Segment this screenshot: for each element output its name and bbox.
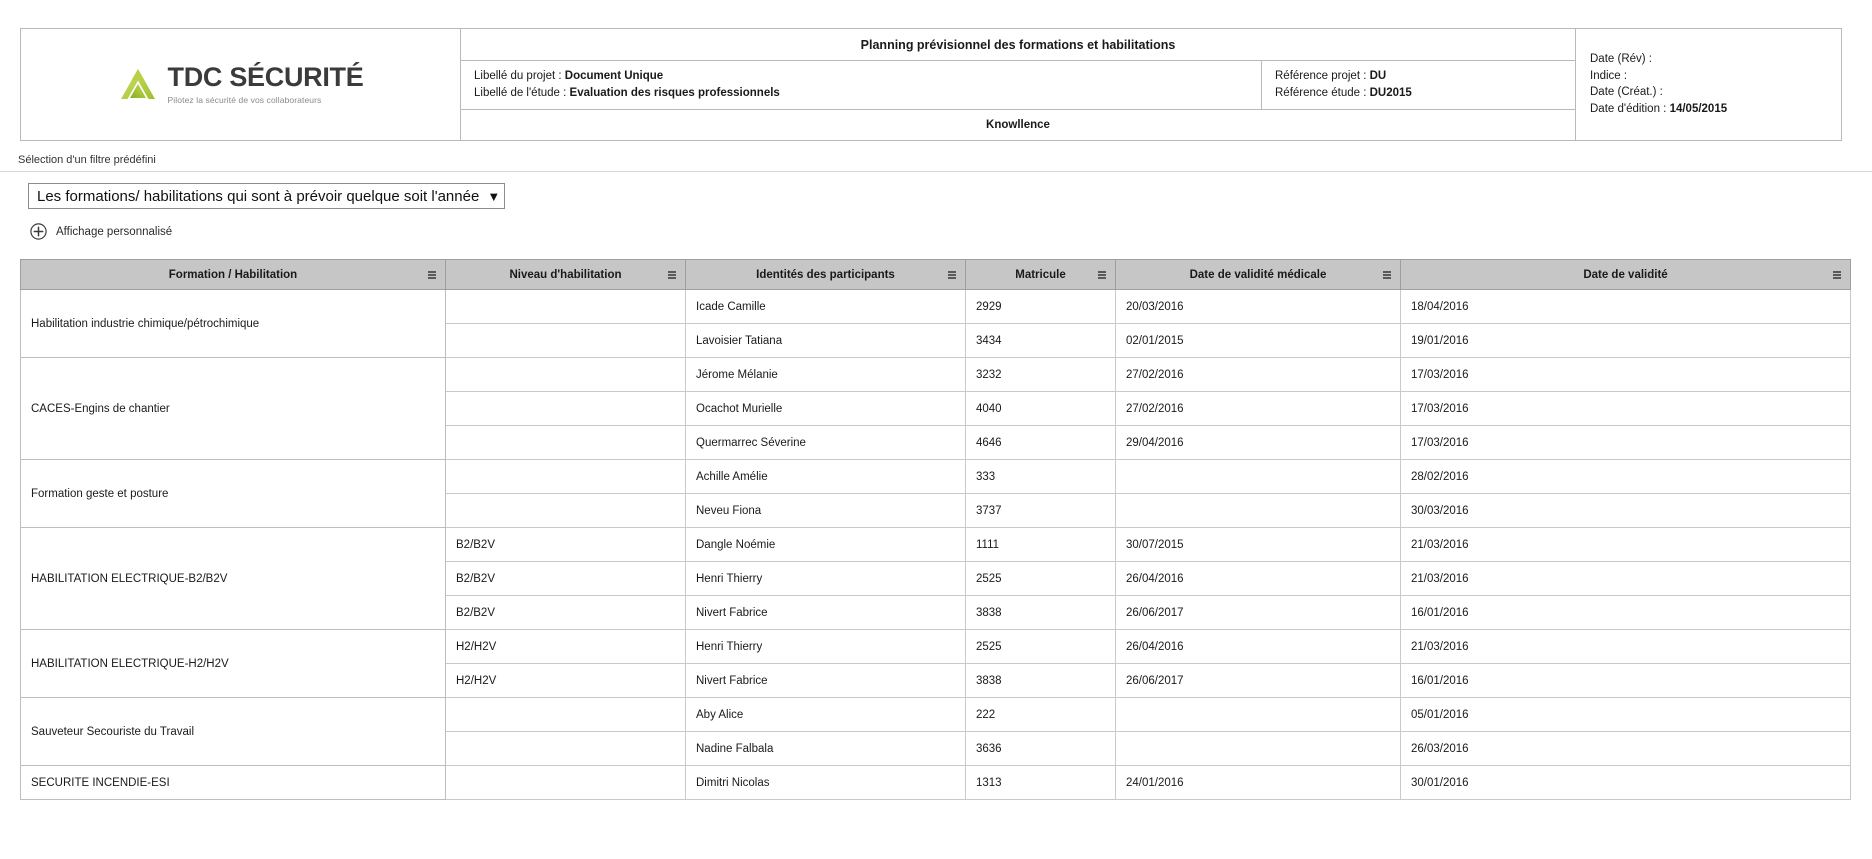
cell-date-medicale: 26/06/2017: [1116, 596, 1401, 630]
project-info: [461, 61, 1262, 109]
column-label: Niveau d'habilitation: [509, 268, 622, 281]
table-row[interactable]: [21, 358, 1851, 392]
column-header-date-medicale[interactable]: [1116, 260, 1401, 290]
report-title: Planning prévisionnel des formations et habilitations: [461, 29, 1575, 61]
cell-identite: Nadine Falbala: [686, 732, 966, 766]
cell-date-medicale: 02/01/2015: [1116, 324, 1401, 358]
cell-identite: Nivert Fabrice: [686, 596, 966, 630]
study-line: [474, 85, 1261, 102]
indice-label: Indice :: [1590, 69, 1628, 82]
column-menu-icon[interactable]: [947, 270, 957, 280]
cell-niveau: H2/H2V: [446, 664, 686, 698]
cell-date-validite: 28/02/2016: [1401, 460, 1851, 494]
cell-matricule: 1111: [966, 528, 1116, 562]
date-edition-value: 14/05/2015: [1669, 102, 1728, 115]
column-label: Date de validité: [1583, 268, 1668, 281]
column-header-niveau[interactable]: [446, 260, 686, 290]
ref-study-value: DU2015: [1369, 87, 1412, 99]
cell-date-medicale: [1116, 732, 1401, 766]
project-label: Libellé du projet :: [474, 70, 565, 82]
cell-niveau: [446, 766, 686, 800]
cell-date-medicale: 29/04/2016: [1116, 426, 1401, 460]
cell-niveau: [446, 494, 686, 528]
column-header-formation[interactable]: [21, 260, 446, 290]
cell-identite: Jérome Mélanie: [686, 358, 966, 392]
header-info-row: [461, 61, 1575, 110]
vendor-name: Knowllence: [986, 119, 1050, 131]
cell-niveau: [446, 392, 686, 426]
ref-project-label: Référence projet :: [1275, 70, 1370, 82]
cell-formation: SECURITE INCENDIE-ESI: [21, 766, 446, 800]
table-row[interactable]: [21, 528, 1851, 562]
cell-identite: Lavoisier Tatiana: [686, 324, 966, 358]
cell-niveau: [446, 698, 686, 732]
logo-cell: [21, 29, 461, 140]
cell-date-validite: 19/01/2016: [1401, 324, 1851, 358]
cell-formation: HABILITATION ELECTRIQUE-B2/B2V: [21, 528, 446, 630]
cell-matricule: 2525: [966, 562, 1116, 596]
training-plan-table: [20, 259, 1851, 800]
cell-niveau: [446, 460, 686, 494]
cell-identite: Ocachot Murielle: [686, 392, 966, 426]
ref-project-line: [1275, 68, 1575, 85]
cell-matricule: 333: [966, 460, 1116, 494]
ref-project-value: DU: [1369, 70, 1387, 82]
column-label: Identités des participants: [756, 268, 895, 281]
divider: [0, 171, 1872, 172]
date-rev-label: Date (Rév) :: [1590, 53, 1652, 65]
cell-niveau: B2/B2V: [446, 528, 686, 562]
cell-identite: Quermarrec Séverine: [686, 426, 966, 460]
column-menu-icon[interactable]: [1832, 270, 1842, 280]
cell-formation: CACES-Engins de chantier: [21, 358, 446, 460]
column-header-matricule[interactable]: [966, 260, 1116, 290]
column-menu-icon[interactable]: [667, 270, 677, 280]
cell-niveau: [446, 426, 686, 460]
logo-tagline: Pilotez la sécurité de vos collaborateurs: [167, 95, 322, 106]
cell-identite: Dangle Noémie: [686, 528, 966, 562]
custom-display-button[interactable]: [30, 223, 172, 240]
cell-identite: Achille Amélie: [686, 460, 966, 494]
cell-identite: Henri Thierry: [686, 562, 966, 596]
logo-text: [168, 64, 364, 105]
cell-matricule: 3434: [966, 324, 1116, 358]
cell-date-validite: 30/01/2016: [1401, 766, 1851, 800]
cell-date-medicale: [1116, 698, 1401, 732]
cell-matricule: 3838: [966, 596, 1116, 630]
custom-display-label: Affichage personnalisé: [56, 225, 173, 238]
cell-matricule: 3636: [966, 732, 1116, 766]
project-value: Document Unique: [564, 70, 664, 82]
study-label: Libellé de l'étude :: [474, 87, 570, 99]
cell-date-medicale: 20/03/2016: [1116, 290, 1401, 324]
header-dates: [1576, 29, 1841, 140]
project-line: [474, 68, 1261, 85]
filter-label: Sélection d'un filtre prédéfini: [18, 154, 156, 166]
cell-date-medicale: 27/02/2016: [1116, 358, 1401, 392]
ref-study-label: Référence étude :: [1275, 87, 1370, 99]
cell-matricule: 222: [966, 698, 1116, 732]
logo-title: TDC SÉCURITÉ: [167, 62, 364, 93]
document-header: [20, 28, 1842, 141]
cell-identite: Neveu Fiona: [686, 494, 966, 528]
indice-line: [1590, 68, 1841, 85]
table-header: [21, 260, 1851, 290]
cell-matricule: 2525: [966, 630, 1116, 664]
cell-date-validite: 17/03/2016: [1401, 358, 1851, 392]
cell-date-validite: 21/03/2016: [1401, 562, 1851, 596]
cell-date-medicale: 26/04/2016: [1116, 630, 1401, 664]
cell-identite: Dimitri Nicolas: [686, 766, 966, 800]
chevron-down-icon: ▼: [487, 188, 501, 204]
cell-date-validite: 17/03/2016: [1401, 392, 1851, 426]
cell-matricule: 3838: [966, 664, 1116, 698]
cell-identite: Aby Alice: [686, 698, 966, 732]
table-row[interactable]: [21, 766, 1851, 800]
cell-formation: HABILITATION ELECTRIQUE-H2/H2V: [21, 630, 446, 698]
plus-circle-icon: [30, 223, 47, 240]
predefined-filter-value: Les formations/ habilitations qui sont à prévoir quelque soit l'année: [37, 187, 480, 205]
header-row: [21, 260, 1851, 290]
table-row[interactable]: [21, 460, 1851, 494]
cell-formation: Sauveteur Secouriste du Travail: [21, 698, 446, 766]
brand-logo: [118, 64, 364, 105]
reference-info: [1262, 61, 1575, 109]
cell-date-medicale: 30/07/2015: [1116, 528, 1401, 562]
column-menu-icon[interactable]: [427, 270, 437, 280]
cell-matricule: 4646: [966, 426, 1116, 460]
cell-matricule: 1313: [966, 766, 1116, 800]
cell-date-medicale: 24/01/2016: [1116, 766, 1401, 800]
date-edition-label: Date d'édition :: [1590, 102, 1670, 115]
cell-identite: Icade Camille: [686, 290, 966, 324]
study-value: Evaluation des risques professionnels: [569, 87, 780, 99]
date-rev-line: [1590, 51, 1841, 68]
cell-date-validite: 18/04/2016: [1401, 290, 1851, 324]
column-label: Matricule: [1015, 268, 1066, 281]
cell-date-validite: 21/03/2016: [1401, 630, 1851, 664]
cell-identite: Nivert Fabrice: [686, 664, 966, 698]
ref-study-line: [1275, 85, 1575, 102]
column-menu-icon[interactable]: [1382, 270, 1392, 280]
cell-date-validite: 30/03/2016: [1401, 494, 1851, 528]
cell-matricule: 3232: [966, 358, 1116, 392]
cell-date-validite: 05/01/2016: [1401, 698, 1851, 732]
cell-niveau: B2/B2V: [446, 596, 686, 630]
cell-matricule: 2929: [966, 290, 1116, 324]
triangle-logo-icon: [118, 65, 158, 105]
cell-date-validite: 26/03/2016: [1401, 732, 1851, 766]
predefined-filter-select[interactable]: [28, 183, 505, 209]
date-creat-line: [1590, 84, 1841, 101]
column-label: Date de validité médicale: [1189, 268, 1327, 281]
filter-select-row: [28, 183, 1872, 209]
cell-niveau: [446, 290, 686, 324]
cell-date-medicale: 26/04/2016: [1116, 562, 1401, 596]
table-body: [21, 290, 1851, 800]
cell-niveau: [446, 324, 686, 358]
column-label: Formation / Habilitation: [168, 268, 298, 281]
cell-identite: Henri Thierry: [686, 630, 966, 664]
column-menu-icon[interactable]: [1097, 270, 1107, 280]
cell-date-medicale: 27/02/2016: [1116, 392, 1401, 426]
cell-niveau: H2/H2V: [446, 630, 686, 664]
table-row[interactable]: [21, 630, 1851, 664]
cell-matricule: 3737: [966, 494, 1116, 528]
cell-matricule: 4040: [966, 392, 1116, 426]
cell-date-validite: 17/03/2016: [1401, 426, 1851, 460]
cell-niveau: B2/B2V: [446, 562, 686, 596]
table-row[interactable]: [21, 290, 1851, 324]
date-creat-label: Date (Créat.) :: [1590, 86, 1663, 98]
cell-formation: Formation geste et posture: [21, 460, 446, 528]
cell-date-medicale: [1116, 460, 1401, 494]
cell-date-validite: 21/03/2016: [1401, 528, 1851, 562]
cell-date-medicale: [1116, 494, 1401, 528]
header-center: [461, 29, 1576, 140]
cell-niveau: [446, 358, 686, 392]
date-edition-line: [1590, 101, 1841, 118]
cell-date-medicale: 26/06/2017: [1116, 664, 1401, 698]
cell-niveau: [446, 732, 686, 766]
table-row[interactable]: [21, 698, 1851, 732]
cell-date-validite: 16/01/2016: [1401, 664, 1851, 698]
column-header-date-validite[interactable]: [1401, 260, 1851, 290]
column-header-identites[interactable]: [686, 260, 966, 290]
cell-formation: Habilitation industrie chimique/pétrochimique: [21, 290, 446, 358]
cell-date-validite: 16/01/2016: [1401, 596, 1851, 630]
